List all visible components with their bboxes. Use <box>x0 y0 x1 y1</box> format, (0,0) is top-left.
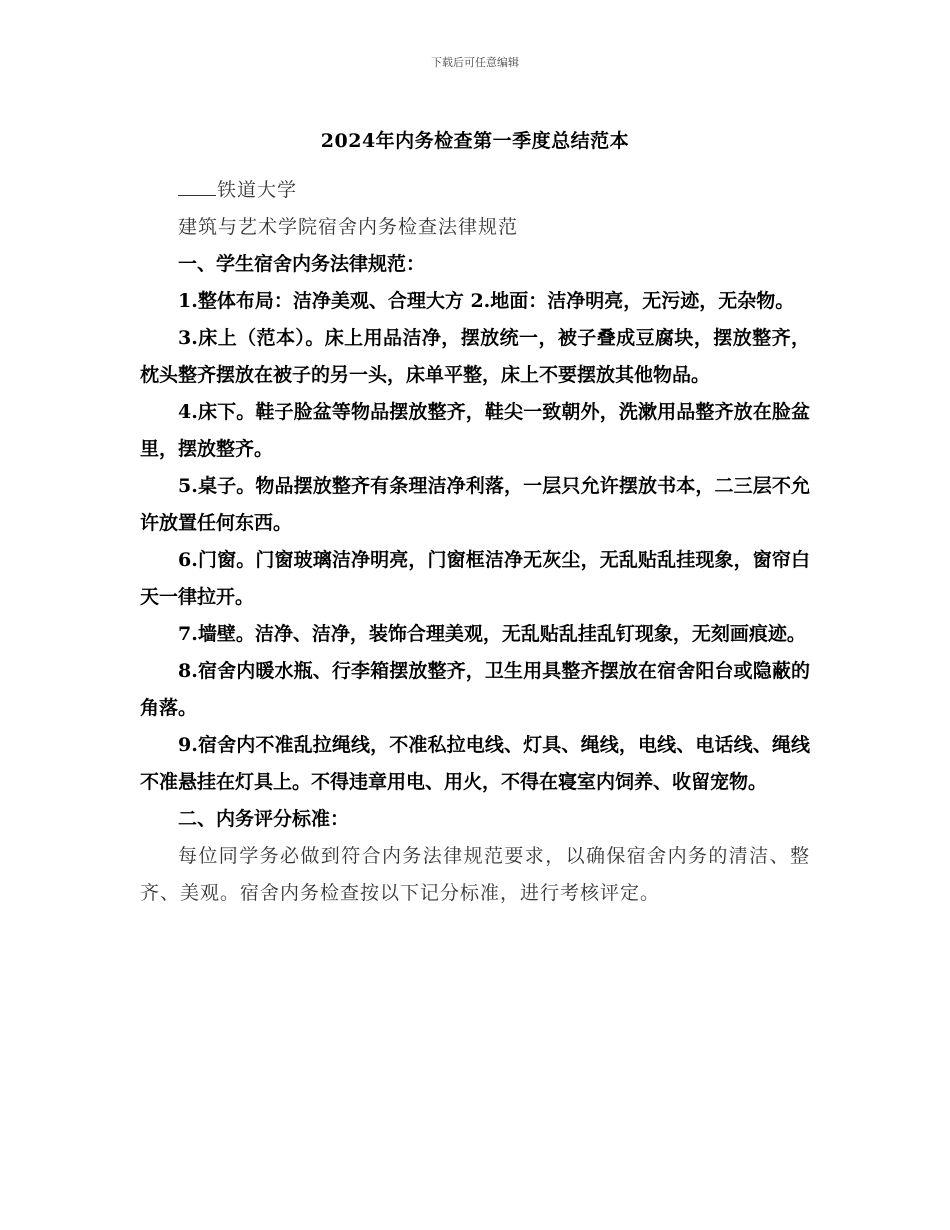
rule-item: 8.宿舍内暖水瓶、行李箱摆放整齐，卫生用具整齐摆放在宿舍阳台或隐蔽的角落。 <box>140 660 810 719</box>
rule-item: 3.床上（范本）。床上用品洁净，摆放统一，被子叠成豆腐块，摆放整齐，枕头整齐摆放在被子的另一头，床单平整，床上不要摆放其他物品。 <box>140 327 810 386</box>
header-note: 下载后可任意编辑 <box>431 56 519 69</box>
school-name: 铁道大学 <box>217 179 298 201</box>
document-body <box>140 172 810 912</box>
rule-item: 9.宿舍内不准乱拉绳线，不准私拉电线、灯具、绳线，电线、电话线、绳线不准悬挂在灯具上。不得违章用电、用火，不得在寝室内饲养、收留宠物。 <box>140 734 810 793</box>
document-title: 2024年内务检查第一季度总结范本 <box>320 130 630 152</box>
rule-item: 5.桌子。物品摆放整齐有条理洁净利落，一层只允许摆放书本，二三层不允许放置任何东西。 <box>140 475 810 534</box>
rule-item: 4.床下。鞋子脸盆等物品摆放整齐，鞋尖一致朝外，洗漱用品整齐放在脸盆里，摆放整齐。 <box>140 401 810 460</box>
school-line <box>140 172 810 209</box>
section2-heading: 二、内务评分标准： <box>178 808 350 830</box>
rule-item: 7.墙壁。洁净、洁净，装饰合理美观，无乱贴乱挂乱钉现象，无刻画痕迹。 <box>178 623 806 645</box>
document-subtitle: 建筑与艺术学院宿舍内务检查法律规范 <box>178 216 519 238</box>
rule-item: 1.整体布局：洁净美观、合理大方 2.地面：洁净明亮，无污迹，无杂物。 <box>178 290 795 312</box>
blank-underline <box>178 175 216 196</box>
section1-heading: 一、学生宿舍内务法律规范： <box>178 253 426 275</box>
rule-item: 6.门窗。门窗玻璃洁净明亮，门窗框洁净无灰尘，无乱贴乱挂现象，窗帘白天一律拉开。 <box>140 549 810 608</box>
section2-paragraph: 每位同学务必做到符合内务法律规范要求，以确保宿舍内务的清洁、整齐、美观。宿舍内务检查按以下记分标准，进行考核评定。 <box>140 845 810 904</box>
